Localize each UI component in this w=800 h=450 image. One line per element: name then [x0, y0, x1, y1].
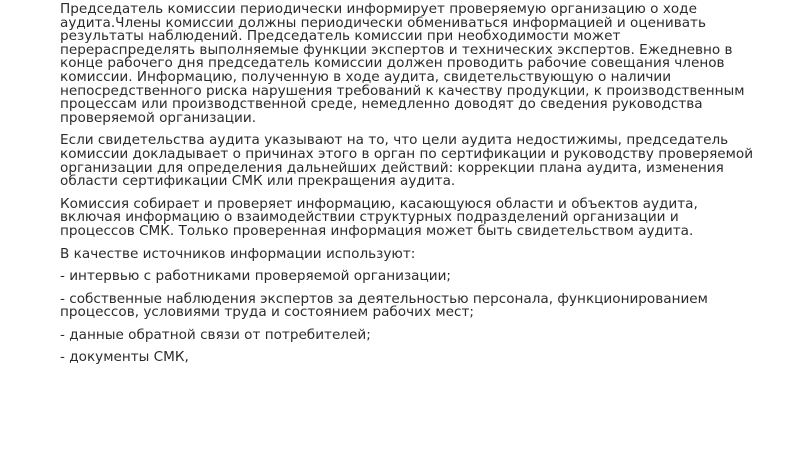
paragraph-sources-intro: В качестве источников информации используют:: [60, 245, 416, 262]
paragraph-information-collection: Комиссия собирает и проверяет информацию, касающуюся области и объектов аудита, включая информацию о взаимодействии структурных подразделений организации и процессов СМК. Только проверенная информация может быть свидетельством аудита.: [60, 195, 698, 239]
list-item-feedback: - данные обратной связи от потребителей;: [60, 326, 371, 343]
list-item-observations: - собственные наблюдения экспертов за деятельностью персонала, функционированием процессов, условиями труда и состоянием рабочих мест;: [60, 290, 708, 321]
list-item-interviews: - интервью с работниками проверяемой организации;: [60, 268, 451, 285]
body-text: [60, 3, 754, 374]
paragraph-unreachable-goals: Если свидетельства аудита указывают на то, что цели аудита недостижимы, председатель комиссии докладывает о причинах этого в орган по сертификации и руководству проверяемой организации для определения дальнейших действий: коррекции плана аудита, изменения области сертификации СМК или прекращения аудита.: [60, 132, 754, 190]
paragraph-chairman-duties: Председатель комиссии периодически информирует проверяемую организацию о ходе аудита.Члены комиссии должны периодически обмениваться информацией и оценивать результаты наблюдений. Председатель комиссии при необходимости может перераспределять выполняемые функции экспертов и технических экспертов. Ежедневно в конце рабочего дня председатель комиссии должен проводить рабочие совещания членов комиссии. Информацию, полученную в ходе аудита, свидетельствующую о наличии непосредственного риска нарушения требований к качеству продукции, к производственным процессам или производственной среде, немедленно доводят до сведения руководства проверяемой организации.: [60, 1, 745, 126]
list-item-documents: - документы СМК,: [60, 349, 189, 366]
